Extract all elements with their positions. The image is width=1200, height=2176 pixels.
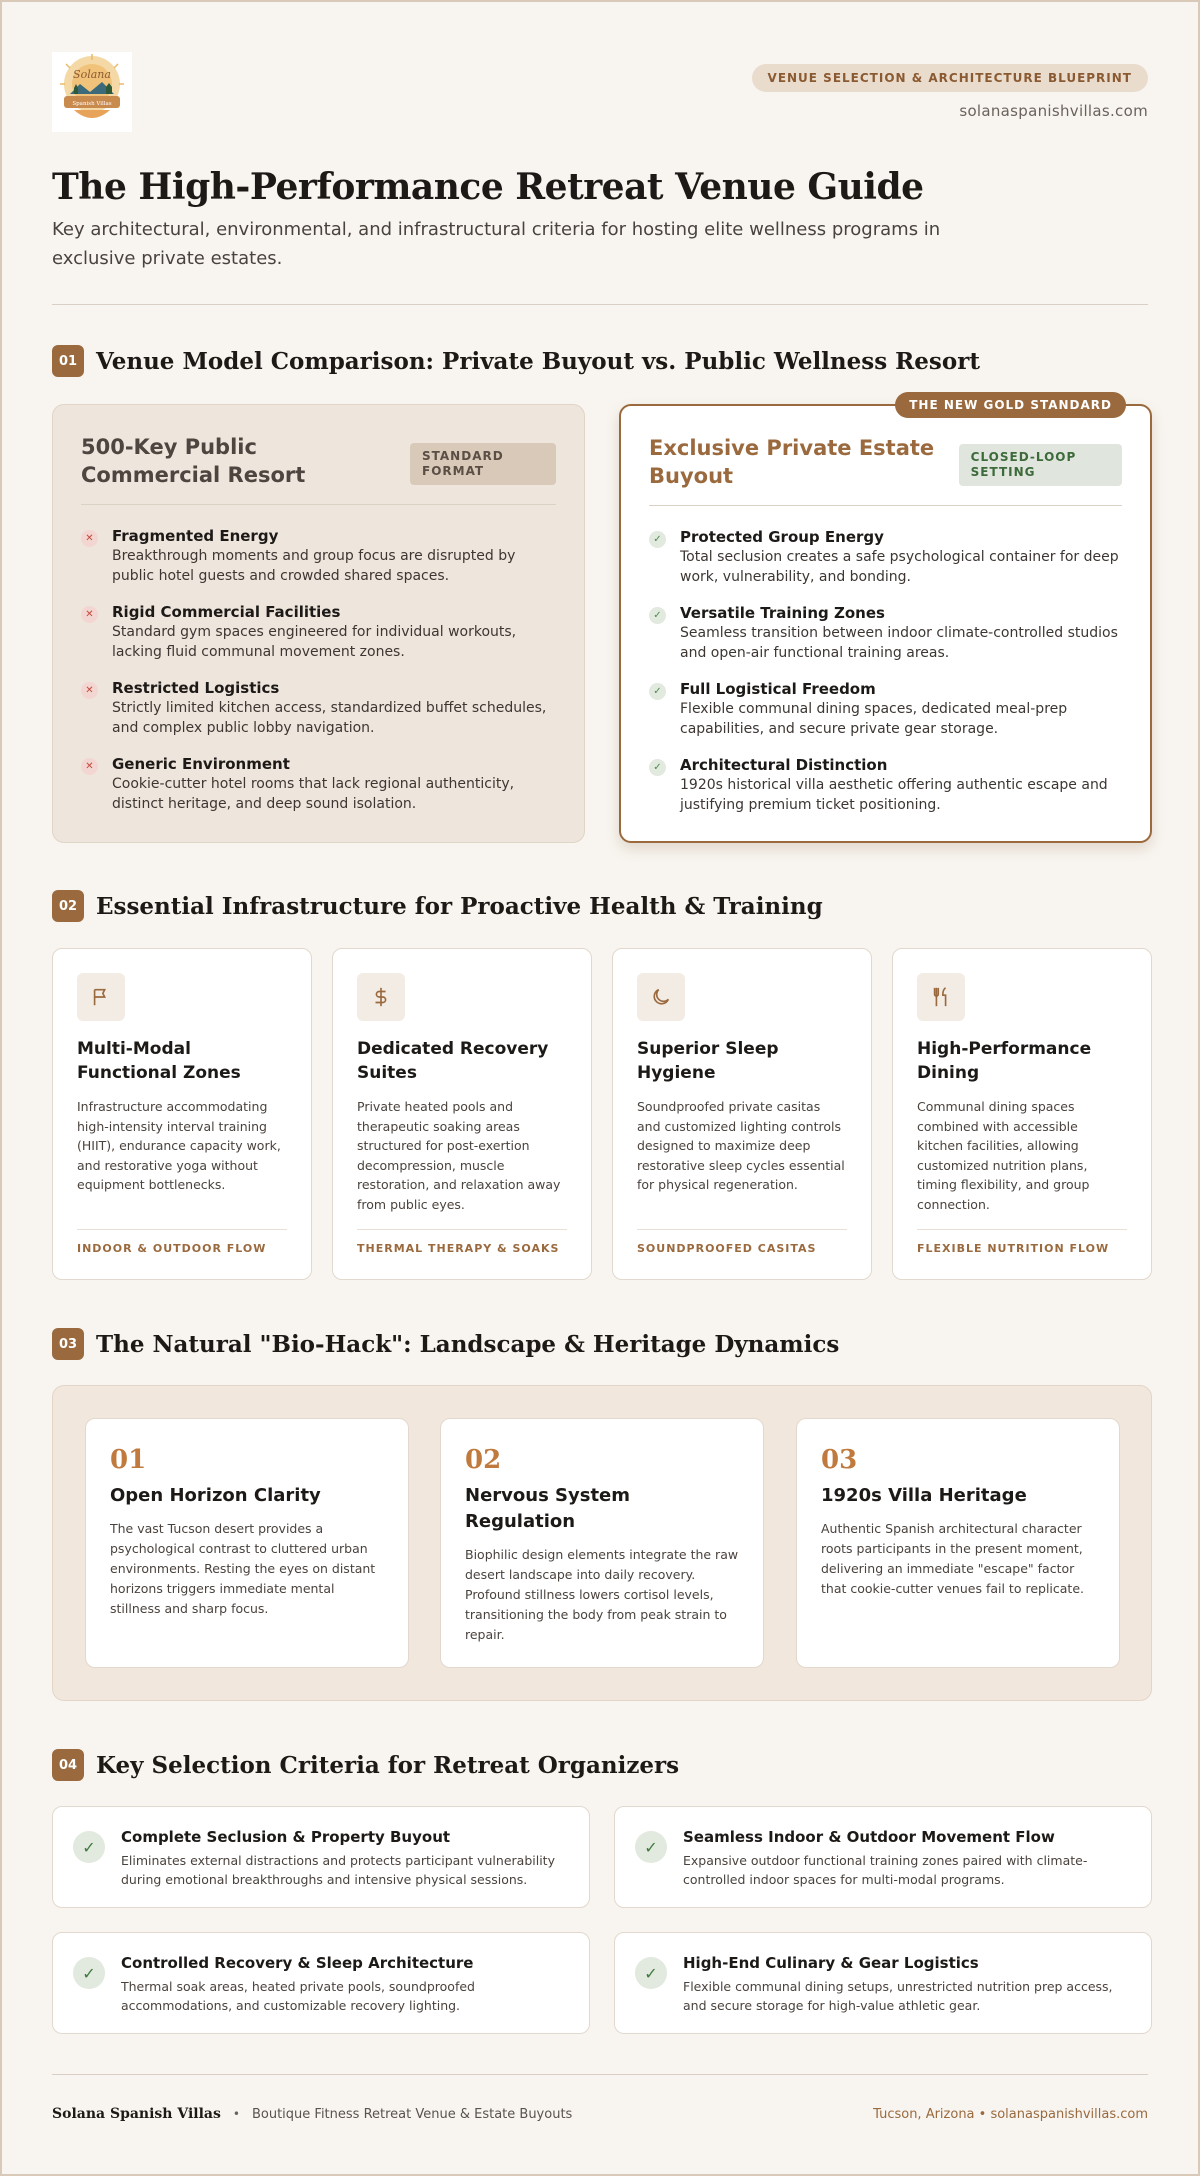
svg-text:Spanish Villas: Spanish Villas (72, 101, 112, 107)
card-footer: FLEXIBLE NUTRITION FLOW (917, 1229, 1127, 1255)
check-icon: ✓ (73, 1957, 105, 1989)
item-desc: Seamless transition between indoor climate-controlled studios and open-air functional training areas. (680, 625, 1118, 661)
item-title: Generic Environment (112, 755, 290, 773)
criteria-card (52, 1932, 590, 2034)
footer-location: Tucson, Arizona • solanaspanishvillas.com (873, 2106, 1148, 2122)
infra-card (612, 948, 872, 1280)
card-title: 1920s Villa Heritage (821, 1485, 1027, 1506)
list-item (649, 756, 1122, 832)
item-title: Rigid Commercial Facilities (112, 603, 341, 621)
public-resort-card (52, 404, 585, 843)
section-number: 04 (52, 1749, 84, 1781)
check-icon: ✓ (649, 683, 666, 700)
footer (52, 2104, 1148, 2124)
card-header (81, 433, 556, 505)
header (52, 52, 1148, 132)
card-desc: Private heated pools and therapeutic soaking areas structured for post-exertion decompression, muscle restoration, and relaxation away from public eyes. (357, 1099, 561, 1212)
site-url: solanaspanishvillas.com (959, 102, 1148, 120)
item-desc: Standard gym spaces engineered for individual workouts, lacking fluid communal movement zones. (112, 624, 517, 660)
page-title: The High-Performance Retreat Venue Guide (52, 166, 924, 208)
criteria-title: High-End Culinary & Gear Logistics (683, 1954, 979, 1972)
section-heading (52, 345, 980, 377)
criteria-card (614, 1932, 1152, 2034)
format-badge: STANDARD FORMAT (410, 443, 556, 485)
list-item (81, 755, 556, 831)
section-title: Essential Infrastructure for Proactive Health & Training (96, 892, 823, 920)
card-title: Nervous System Regulation (465, 1485, 631, 1532)
list-item (649, 604, 1122, 680)
card-header (649, 434, 1122, 506)
criteria-card (52, 1806, 590, 1908)
infra-card (332, 948, 592, 1280)
item-title: Architectural Distinction (680, 756, 888, 774)
bio-card (440, 1418, 764, 1668)
check-icon: ✓ (73, 1831, 105, 1863)
card-title: Multi-Modal Functional Zones (77, 1039, 241, 1083)
infra-card (892, 948, 1152, 1280)
list-item (81, 527, 556, 603)
section-heading (52, 1328, 839, 1360)
criteria-card (614, 1806, 1152, 1908)
list-item (81, 679, 556, 755)
card-desc: Authentic Spanish architectural character roots participants in the present moment, delivering an immediate "escape" factor that cookie-cutter venues fail to replicate. (821, 1521, 1084, 1596)
footer-tagline: Boutique Fitness Retreat Venue & Estate Buyouts (251, 2106, 573, 2122)
list-item (649, 528, 1122, 604)
moon-icon (637, 973, 685, 1021)
item-desc: 1920s historical villa aesthetic offering authentic escape and justifying premium ticket positioning. (680, 777, 1108, 813)
card-title: Dedicated Recovery Suites (357, 1039, 549, 1083)
x-icon: ✕ (81, 530, 98, 547)
card-footer: INDOOR & OUTDOOR FLOW (77, 1229, 287, 1255)
check-icon: ✓ (635, 1957, 667, 1989)
card-desc: Biophilic design elements integrate the raw desert landscape into daily recovery. Profound stillness lowers cortisol levels, transitioning the body from peak strain to repair. (465, 1547, 739, 1642)
item-desc: Breakthrough moments and group focus are disrupted by public hotel guests and crowded shared spaces. (112, 548, 516, 584)
section-title: The Natural "Bio-Hack": Landscape & Heritage Dynamics (96, 1330, 840, 1358)
item-desc: Strictly limited kitchen access, standardized buffet schedules, and complex public lobby navigation. (112, 700, 547, 736)
card-desc: Infrastructure accommodating high-intensity interval training (HIIT), endurance capacity work, and restorative yoga without equipment bottlenecks. (77, 1099, 281, 1192)
private-estate-card (619, 398, 1152, 843)
dollar-icon (357, 973, 405, 1021)
card-footer: THERMAL THERAPY & SOAKS (357, 1229, 567, 1255)
gold-standard-tag: THE NEW GOLD STANDARD (895, 392, 1126, 418)
x-icon: ✕ (81, 758, 98, 775)
criteria-desc: Flexible communal dining setups, unrestricted nutrition prep access, and secure storage for high-value athletic gear. (683, 1979, 1113, 2013)
item-desc: Total seclusion creates a safe psychological container for deep work, vulnerability, and bonding. (680, 549, 1119, 585)
card-number: 03 (821, 1445, 858, 1475)
check-icon: ✓ (649, 759, 666, 776)
divider (52, 2074, 1148, 2075)
card-title: Open Horizon Clarity (110, 1485, 321, 1506)
card-title: Exclusive Private Estate Buyout (649, 436, 935, 488)
item-title: Protected Group Energy (680, 528, 884, 546)
check-icon: ✓ (649, 531, 666, 548)
x-icon: ✕ (81, 606, 98, 623)
criteria-title: Complete Seclusion & Property Buyout (121, 1828, 451, 1846)
list-item (81, 603, 556, 679)
blueprint-badge: VENUE SELECTION & ARCHITECTURE BLUEPRINT (752, 64, 1148, 92)
card-title: High-Performance Dining (917, 1039, 1092, 1083)
footer-separator: • (232, 2107, 240, 2121)
card-desc: Communal dining spaces combined with accessible kitchen facilities, allowing customized nutrition plans, timing flexibility, and group connection. (917, 1099, 1090, 1212)
section-number: 02 (52, 890, 84, 922)
check-icon: ✓ (635, 1831, 667, 1863)
infra-card (52, 948, 312, 1280)
bio-card (796, 1418, 1120, 1668)
header-meta (752, 64, 1148, 120)
card-title: Superior Sleep Hygiene (637, 1039, 779, 1083)
flag-icon (77, 973, 125, 1021)
sun-logo-icon (56, 54, 128, 130)
item-title: Versatile Training Zones (680, 604, 885, 622)
utensils-icon (917, 973, 965, 1021)
setting-badge: CLOSED-LOOP SETTING (959, 444, 1122, 486)
drawback-list (81, 527, 556, 831)
criteria-desc: Expansive outdoor functional training zones paired with climate-controlled indoor spaces for multi-modal programs. (683, 1853, 1088, 1887)
item-title: Restricted Logistics (112, 679, 280, 697)
card-number: 01 (110, 1445, 147, 1475)
card-desc: Soundproofed private casitas and customized lighting controls designed to maximize deep restorative sleep cycles essential for physical regeneration. (637, 1099, 845, 1192)
list-item (649, 680, 1122, 756)
svg-text:Solana: Solana (73, 68, 111, 81)
section-heading (52, 890, 823, 922)
criteria-title: Controlled Recovery & Sleep Architecture (121, 1954, 474, 1972)
card-desc: The vast Tucson desert provides a psychological contrast to cluttered urban environments. Resting the eyes on distant horizons triggers immediate mental stillness and sharp focus. (110, 1521, 376, 1616)
section-heading (52, 1749, 679, 1781)
criteria-title: Seamless Indoor & Outdoor Movement Flow (683, 1828, 1055, 1846)
footer-brand: Solana Spanish Villas (52, 2106, 221, 2122)
card-footer: SOUNDPROOFED CASITAS (637, 1229, 847, 1255)
bio-card (85, 1418, 409, 1668)
card-title: 500-Key Public Commercial Resort (81, 435, 306, 487)
divider (52, 304, 1148, 305)
x-icon: ✕ (81, 682, 98, 699)
card-number: 02 (465, 1445, 502, 1475)
item-title: Full Logistical Freedom (680, 680, 876, 698)
benefit-list (649, 528, 1122, 832)
check-icon: ✓ (649, 607, 666, 624)
item-desc: Cookie-cutter hotel rooms that lack regional authenticity, distinct heritage, and deep sound isolation. (112, 776, 515, 812)
section-title: Venue Model Comparison: Private Buyout vs. Public Wellness Resort (96, 347, 980, 375)
section-number: 03 (52, 1328, 84, 1360)
bio-hack-panel (52, 1385, 1152, 1701)
criteria-desc: Eliminates external distractions and protects participant vulnerability during emotional breakthroughs and intensive physical sessions. (121, 1853, 555, 1887)
brand-logo (52, 52, 132, 132)
section-title: Key Selection Criteria for Retreat Organizers (96, 1751, 680, 1779)
item-title: Fragmented Energy (112, 527, 279, 545)
page-subtitle: Key architectural, environmental, and infrastructural criteria for hosting elite wellness programs in exclusive private estates. (52, 219, 941, 269)
criteria-desc: Thermal soak areas, heated private pools, soundproofed accommodations, and customizable recovery lighting. (121, 1979, 475, 2013)
item-desc: Flexible communal dining spaces, dedicated meal-prep capabilities, and secure private gear storage. (680, 701, 1068, 737)
section-number: 01 (52, 345, 84, 377)
